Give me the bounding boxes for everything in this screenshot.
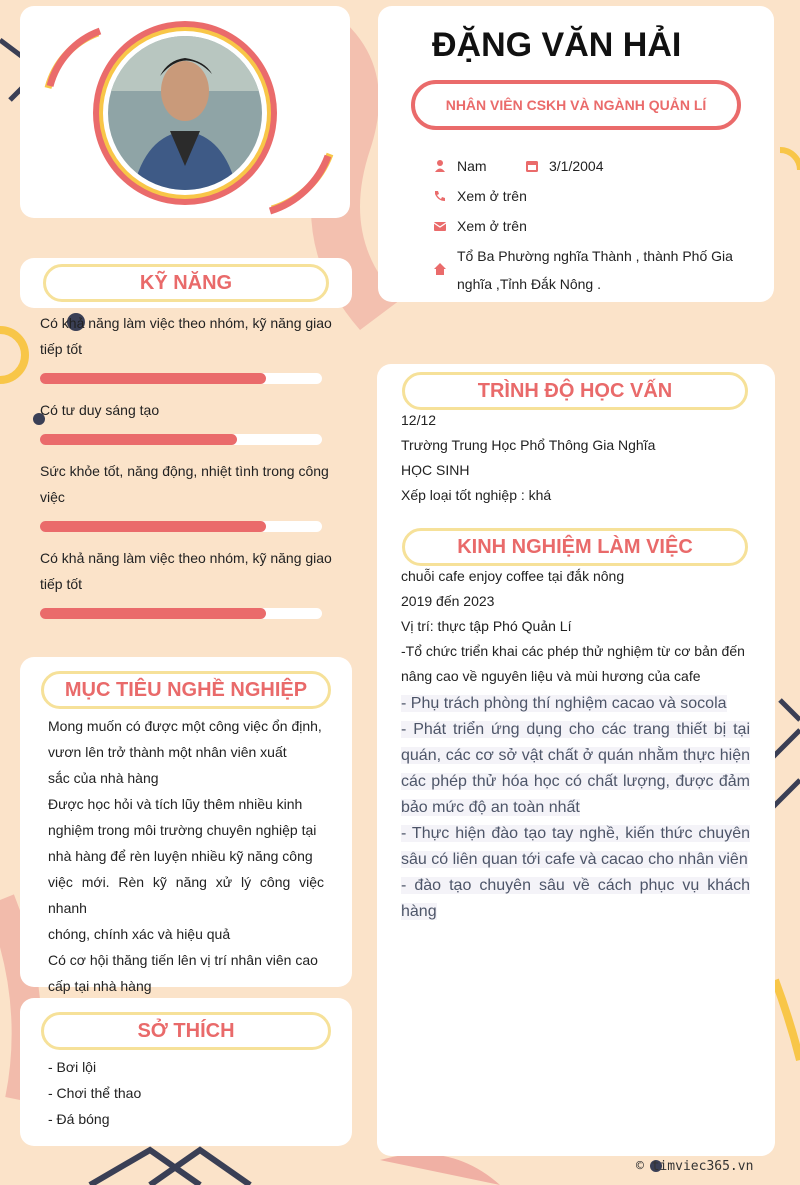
objective-line: Mong muốn có được một công việc ổn định,	[48, 718, 322, 734]
email-value: Xem ở trên	[457, 218, 527, 234]
education-text	[401, 408, 655, 508]
education-line: Trường Trung Học Phổ Thông Gia Nghĩa	[401, 437, 656, 453]
experience-bullets	[401, 691, 750, 925]
hobby-item: - Chơi thể thao	[48, 1085, 142, 1101]
hobby-item: - Đá bóng	[48, 1111, 110, 1127]
experience-bullet: quán, các cơ sở vật chất ở quán nhằm thực hiện	[401, 747, 750, 764]
objective-line: cấp tại nhà hàng	[48, 978, 152, 994]
objective-title: MỤC TIÊU NGHỀ NGHIỆP	[41, 671, 331, 709]
objective-line: nghiệm trong môi trường chuyên nghiệp tại	[48, 822, 317, 838]
education-title: TRÌNH ĐỘ HỌC VẤN	[402, 372, 748, 410]
objective-line: Có cơ hội thăng tiến lên vị trí nhân viên cao	[48, 952, 318, 968]
experience-bullet: sâu có liên quan tới cafe và cacao cho nhân viên	[401, 851, 748, 868]
watermark: © timviec365.vn	[636, 1159, 754, 1174]
hobbies-title: SỞ THÍCH	[41, 1012, 331, 1050]
photo-card	[20, 6, 350, 218]
calendar-icon	[525, 159, 539, 173]
hobbies-list	[48, 1054, 141, 1132]
skill-text-line: tiếp tốt	[40, 341, 83, 357]
experience-company: chuỗi cafe enjoy coffee tại đắk nông	[401, 568, 625, 584]
skill-bar-fill	[40, 434, 237, 445]
skill-text-line: việc	[40, 489, 65, 505]
skill-bar-fill	[40, 608, 266, 619]
experience-period: 2019 đến 2023	[401, 593, 495, 609]
skill-bar	[40, 521, 322, 532]
objective-line: sắc của nhà hàng	[48, 770, 159, 786]
skill-bar	[40, 434, 322, 445]
address-line1: Tổ Ba Phường nghĩa Thành , thành Phố Gia	[457, 248, 733, 264]
education-line: 12/12	[401, 412, 437, 428]
gender-value: Nam	[457, 158, 487, 174]
phone-icon	[433, 189, 447, 203]
objective-line: vươn lên trở thành một nhân viên xuất	[48, 744, 287, 760]
skill-bar-fill	[40, 521, 266, 532]
experience-text	[401, 564, 751, 689]
objective-line: chóng, chính xác và hiệu quả	[48, 926, 231, 942]
skill-text	[40, 397, 159, 423]
skill-text-line: Có tư duy sáng tạo	[40, 402, 160, 418]
experience-bullet: - Phụ trách phòng thí nghiệm cacao và socola	[401, 695, 727, 712]
objective-card	[20, 657, 352, 994]
address-line2: nghĩa ,Tỉnh Đắk Nông .	[457, 276, 601, 292]
person-icon	[433, 159, 447, 173]
experience-role: Vị trí: thực tập Phó Quản Lí	[401, 618, 572, 634]
address-row	[433, 242, 763, 298]
education-line: Xếp loại tốt nghiệp : khá	[401, 487, 552, 503]
experience-bullet: bảo mức độ an toàn nhất	[401, 799, 580, 816]
skill-bar-fill	[40, 373, 266, 384]
right-content-card	[377, 364, 775, 1156]
position-title: NHÂN VIÊN CSKH VÀ NGÀNH QUẢN LÍ	[445, 97, 707, 113]
header-card	[378, 6, 774, 302]
skill-text-line: Có khả năng làm việc theo nhóm, kỹ năng giao	[40, 550, 332, 566]
objective-line: việc mới. Rèn kỹ năng xử lý công việc nhanh	[48, 874, 324, 916]
home-icon	[433, 262, 447, 276]
objective-line: Được học hỏi và tích lũy thêm nhiều kinh	[48, 796, 303, 812]
skill-text	[40, 458, 329, 510]
avatar	[20, 6, 350, 218]
skill-text-line: tiếp tốt	[40, 576, 83, 592]
phone-row	[433, 182, 527, 210]
gender-row	[433, 152, 487, 180]
skill-text-line: Có khả năng làm việc theo nhóm, kỹ năng giao	[40, 315, 332, 331]
mail-icon	[433, 219, 447, 233]
birthday-row	[525, 152, 604, 180]
objective-line: nhà hàng để rèn luyện nhiều kỹ năng công	[48, 848, 313, 864]
skill-text	[40, 545, 332, 597]
experience-bullet: - Thực hiện đào tạo tay nghề, kiến thức chuyên	[401, 825, 750, 842]
position-pill	[411, 80, 741, 130]
experience-desc-line: nâng cao về nguyên liệu và mùi hương của cafe	[401, 668, 701, 684]
hobbies-card	[20, 998, 352, 1146]
experience-bullet: các phép thử hóa học có chất lượng, được đảm	[401, 773, 750, 790]
birthday-value: 3/1/2004	[549, 158, 604, 174]
email-row	[433, 212, 527, 240]
experience-bullet: - Phát triển ứng dụng cho các trang thiết bị tại	[401, 721, 750, 738]
hobby-item: - Bơi lội	[48, 1059, 97, 1075]
skill-bar	[40, 373, 322, 384]
candidate-name: ĐẶNG VĂN HẢI	[432, 26, 682, 64]
experience-bullet: - đào tạo chuyên sâu về cách phục vụ khách	[401, 877, 750, 894]
experience-desc-line: -Tổ chức triển khai các phép thử nghiệm từ cơ bản đến	[401, 643, 745, 659]
skill-text	[40, 310, 332, 362]
skill-text-line: Sức khỏe tốt, năng động, nhiệt tình trong công	[40, 463, 329, 479]
objective-text	[48, 713, 324, 999]
phone-value: Xem ở trên	[457, 188, 527, 204]
skills-title: KỸ NĂNG	[43, 264, 329, 302]
experience-bullet: hàng	[401, 903, 437, 920]
experience-title: KINH NGHIỆM LÀM VIỆC	[402, 528, 748, 566]
education-line: HỌC SINH	[401, 462, 470, 478]
skill-bar	[40, 608, 322, 619]
